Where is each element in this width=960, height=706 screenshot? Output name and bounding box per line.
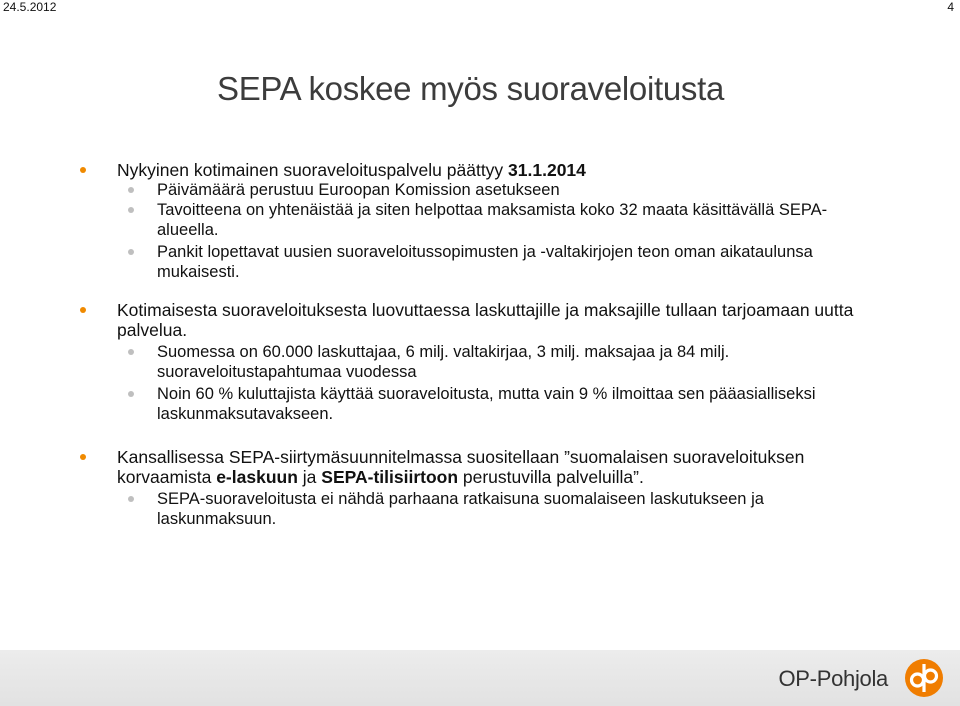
bullet-section-2 <box>0 300 960 424</box>
bold-e-invoice: e-laskuun <box>216 467 298 487</box>
slide-date: 24.5.2012 <box>3 0 57 14</box>
sub-bullet-item <box>0 384 837 424</box>
sub-bullet-item <box>0 489 837 529</box>
sub-bullet-item <box>0 180 837 200</box>
bold-sepa-transfer: SEPA-tilisiirtoon <box>321 467 459 487</box>
bullet-item <box>0 160 877 180</box>
bullet-text-mid: ja <box>297 467 322 487</box>
op-pohjola-logo-icon <box>904 658 944 698</box>
bullet-text-end: perustuvilla palveluilla”. <box>458 467 644 487</box>
sub-bullet-text: Tavoitteena on yhtenäistää ja siten helpottaa maksamista koko 32 maata käsittävällä SEPA-alueella. <box>157 201 828 239</box>
sub-bullet-text: Suomessa on 60.000 laskuttajaa, 6 milj. valtakirjaa, 3 milj. maksajaa ja 84 milj. <box>157 343 730 361</box>
grey-bullet-icon <box>128 349 134 355</box>
slide-title: SEPA koskee myös suoraveloitusta <box>217 70 725 107</box>
brand-name: OP-Pohjola <box>778 666 888 691</box>
page-number: 4 <box>947 0 954 14</box>
sub-bullet-text: Noin 60 % kuluttajista käyttää suoraveloitusta, mutta vain 9 % ilmoittaa sen pääasialliseksi laskunmaksutavakseen. <box>157 385 816 423</box>
slide-body <box>0 160 960 529</box>
grey-bullet-icon <box>128 187 134 193</box>
grey-bullet-icon <box>128 496 134 502</box>
bullet-item <box>0 300 877 340</box>
grey-bullet-icon <box>128 249 134 255</box>
sub-bullet-text: SEPA-suoraveloitusta ei nähdä parhaana ratkaisuna suomalaiseen laskutukseen ja laskunmaksuun. <box>157 490 764 528</box>
sub-bullet-item <box>0 200 837 240</box>
bullet-date-bold: 31.1.2014 <box>508 160 586 180</box>
footer-bar <box>0 650 960 706</box>
sub-bullet-text: Pankit lopettavat uusien suoraveloitussopimusten ja -valtakirjojen teon oman aikataulunsa mukaisesti. <box>157 243 813 281</box>
bullet-item <box>0 447 877 487</box>
orange-bullet-icon <box>80 307 86 313</box>
bullet-text: Kotimaisesta suoraveloituksesta luovuttaessa laskuttajille ja maksajille tullaan tarjoamaan uutta palvelua. <box>117 300 854 340</box>
bullet-section-1 <box>0 160 960 282</box>
grey-bullet-icon <box>128 391 134 397</box>
sub-bullet-text: Päivämäärä perustuu Euroopan Komission asetukseen <box>157 181 560 199</box>
orange-bullet-icon <box>80 167 86 173</box>
orange-bullet-icon <box>80 454 86 460</box>
grey-bullet-icon <box>128 207 134 213</box>
sub-bullet-item <box>0 342 837 362</box>
sub-bullet-item <box>0 242 837 282</box>
bullet-text: Nykyinen kotimainen suoraveloituspalvelu päättyy <box>117 160 509 180</box>
bullet-text: Kansallisessa SEPA-siirtymäsuunnitelmassa suositellaan ”suomalaisen suoraveloituksen korvaamista <box>117 447 805 487</box>
sub-bullet-continuation: suoraveloitustapahtumaa vuodessa <box>157 363 417 381</box>
bullet-section-3 <box>0 447 960 529</box>
